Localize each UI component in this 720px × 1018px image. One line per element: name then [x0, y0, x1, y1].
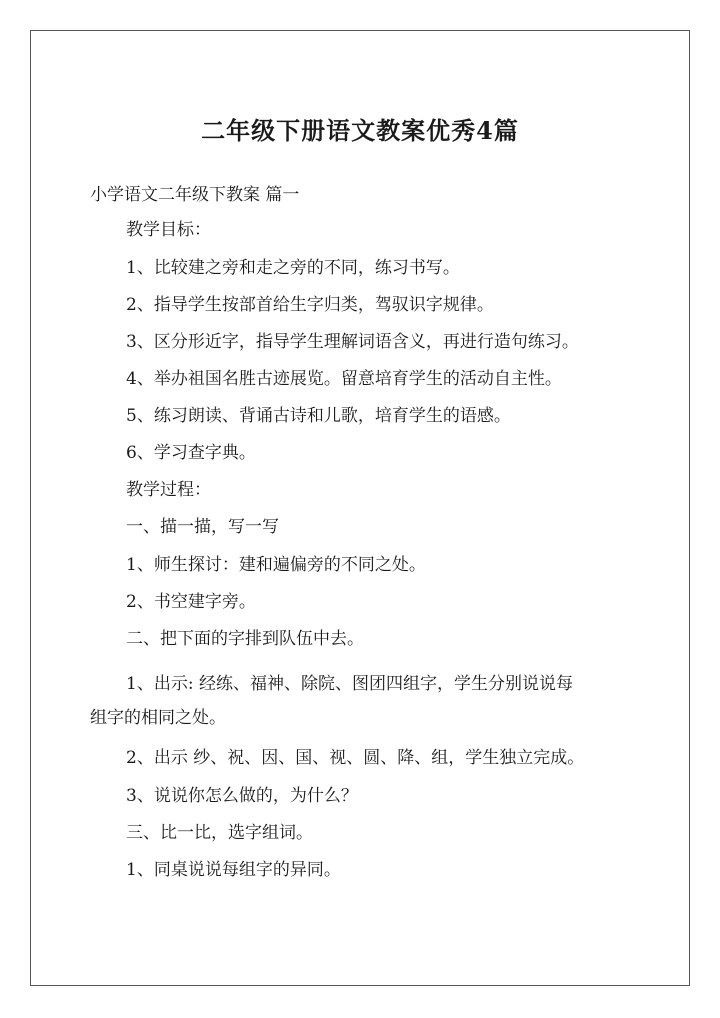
paragraph-line: 1、出示: 经练、福神、除院、图团四组字，学生分别说说每	[126, 674, 573, 694]
paragraph-line: 教学过程：	[126, 480, 211, 500]
paragraph-line: 3、区分形近字，指导学生理解词语含义，再进行造句练习。	[126, 332, 579, 352]
paragraph-line: 2、书空建字旁。	[126, 592, 256, 612]
paragraph-line: 二、把下面的字排到队伍中去。	[126, 629, 364, 649]
paragraph-line: 教学目标：	[126, 220, 211, 240]
document-title: 二年级下册语文教案优秀4篇	[201, 116, 519, 145]
paragraph-line: 4、举办祖国名胜古迹展览。留意培育学生的活动自主性。	[126, 369, 562, 389]
paragraph-line: 3、说说你怎么做的，为什么？	[126, 786, 358, 806]
paragraph-line: 2、指导学生按部首给生字归类，驾驭识字规律。	[126, 295, 494, 315]
paragraph-line: 组字的相同之处。	[90, 708, 226, 728]
section-heading: 小学语文二年级下教案 篇一	[90, 185, 300, 205]
paragraph-line: 1、比较建之旁和走之旁的不同，练习书写。	[126, 258, 460, 278]
paragraph-line: 2、出示 纱、祝、因、国、视、圆、降、组，学生独立完成。	[126, 748, 585, 768]
paragraph-line: 1、同桌说说每组字的异同。	[126, 860, 341, 880]
paragraph-line: 1、师生探讨：建和遍偏旁的不同之处。	[126, 555, 426, 575]
paragraph-line: 三、比一比，选字组词。	[126, 823, 313, 843]
paragraph-line: 5、练习朗读、背诵古诗和儿歌，培育学生的语感。	[126, 406, 511, 426]
paragraph-line: 6、学习查字典。	[126, 443, 256, 463]
paragraph-line: 一、描一描，写一写	[126, 517, 279, 537]
